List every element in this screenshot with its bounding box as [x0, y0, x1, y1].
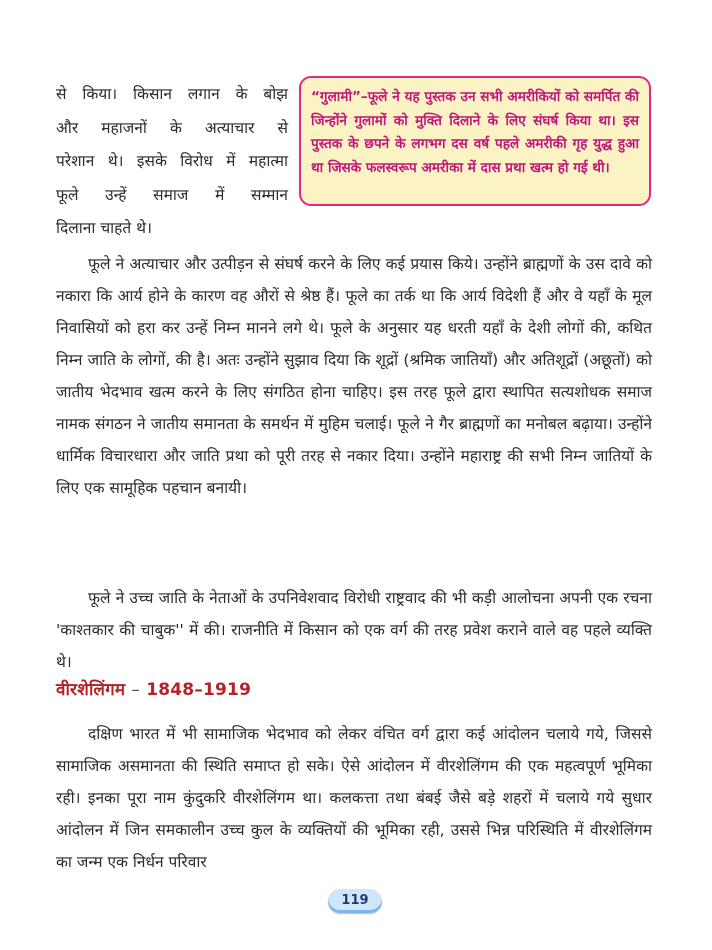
paragraph-phule-efforts: फूले ने अत्याचार और उत्पीड़न से संघर्ष करने के लिए कई प्रयास किये। उन्होंने ब्राह्मणों के उस दावे को नकारा कि आर्य होने के कारण वह औरों से श्रेष्ठ हैं। फूले का तर्क था कि आर्य विदेशी हैं और वे यहाँ के मूल निवासियों को हरा कर उन्हें निम्न मानने लगे थे। फूले के अनुसार यह धरती यहाँ के देशी लोगों की, कथित निम्न जाति के लोगों, की है। अतः उन्होंने सुझाव दिया कि शूद्रों (श्रमिक जातियाँ) और अतिशूद्रों (अछूतों) को जातीय भेदभाव खत्म करने के लिए संगठित होना चाहिए। इस तरह फूले द्वारा स्थापित सत्यशोधक समाज नामक संगठन ने जातीय समानता के समर्थन में मुहिम चलाई। फूले ने गैर ब्राह्मणों का मनोबल बढ़ाया। उन्होंने धार्मिक विचारधारा और जाति प्रथा को पूरी तरह से नकार दिया। उन्होंने महाराष्ट्र की सभी निम्न जातियों के लिए एक सामूहिक पहचान बनायी।	[56, 255, 652, 497]
intro-text-column	[56, 78, 288, 246]
intro-line: परेशान थे। इसके विरोध में महात्मा	[56, 152, 288, 170]
callout-text: “गुलामी”–फूले ने यह पुस्तक उन सभी अमरीकियों को समर्पित की जिन्होंने गुलामों को मुक्ति दिलाने के लिए संघर्ष किया था। इस पुस्तक के छपने के लगभग दस वर्ष पहले अमरीकी गृह युद्ध हुआ था जिसके फलस्वरूप अमरीका में दास प्रथा खत्म हो गई थी।	[311, 89, 639, 176]
intro-line: दिलाना चाहते थे।	[56, 219, 152, 237]
paragraph-phule-critique: फूले ने उच्च जाति के नेताओं के उपनिवेशवाद विरोधी राष्ट्रवाद की भी कड़ी आलोचना अपनी एक रचना 'काश्तकार की चाबुक'' में की। राजनीति में किसान को एक वर्ग की तरह प्रवेश कराने वाले वह पहले व्यक्ति थे।	[56, 589, 652, 671]
heading-name: वीरशेलिंगम	[56, 680, 126, 700]
heading-years: 1848–1919	[146, 680, 252, 700]
paragraph-veeresalingam: दक्षिण भारत में भी सामाजिक भेदभाव को लेकर वंचित वर्ग द्वारा कई आंदोलन चलाये गये, जिससे सामाजिक असमानता की स्थिति समाप्त हो सके। ऐसे आंदोलन में वीरशेलिंगम की एक महत्वपूर्ण भूमिका रही। इनका पूरा नाम कुंदुकरि वीरशेलिंगम था। कलकत्ता तथा बंबई जैसे बड़े शहरों में चलाये गये सुधार आंदोलन में जिन समकालीन उच्च कुल के व्यक्तियों की भूमिका रही, उससे भिन्न परिस्थिति में वीरशेलिंगम का जन्म एक निर्धन परिवार	[56, 725, 652, 871]
section-heading-veeresalingam	[56, 677, 251, 700]
gulami-callout-box	[299, 76, 651, 206]
page-number: 119	[328, 889, 382, 913]
page-number-badge	[328, 889, 382, 913]
heading-dash: –	[131, 680, 141, 700]
intro-line: और महाजनों के अत्याचार से	[56, 118, 288, 137]
intro-line: फूले उन्हें समाज में सम्मान	[56, 185, 288, 204]
intro-line: से किया। किसान लगान के बोझ	[56, 85, 288, 103]
